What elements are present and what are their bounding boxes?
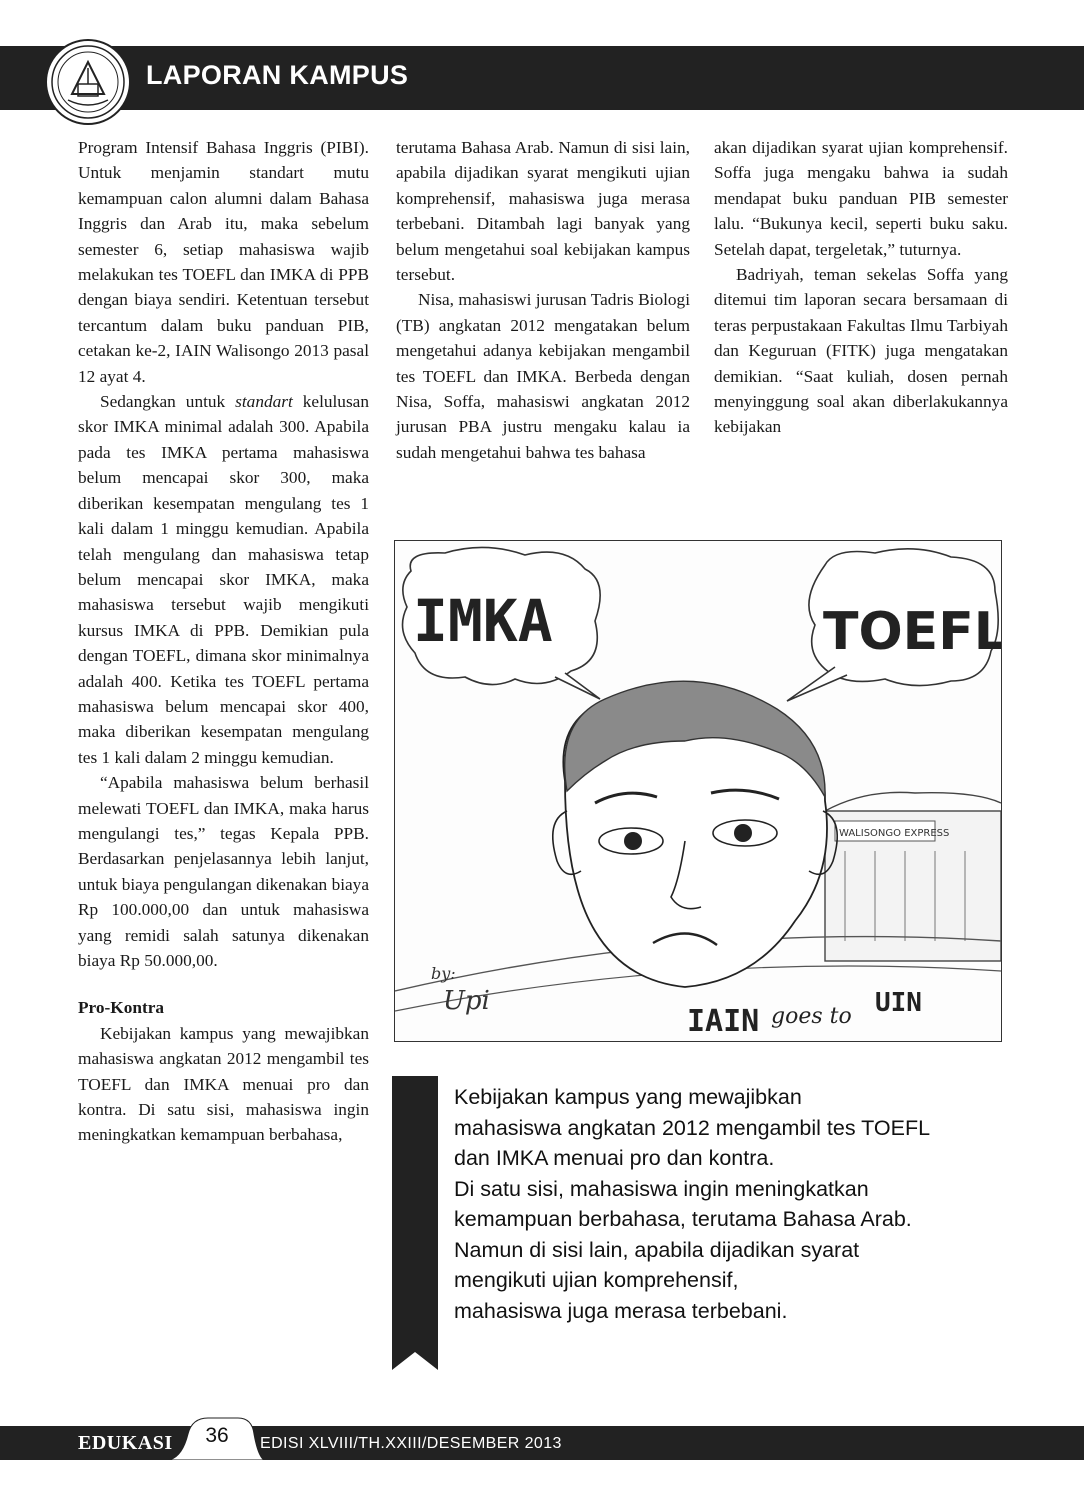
bubble-right-text: TOEFL: [823, 602, 1001, 662]
subheading: Pro-Kontra: [78, 998, 165, 1018]
article-column-1: [78, 135, 369, 1148]
section-title: LAPORAN KAMPUS: [146, 60, 409, 90]
article-column-2: [396, 135, 690, 465]
artist-signature: Upi: [443, 986, 490, 1016]
artist-signature-label: by:: [431, 964, 456, 983]
train-sign: WALISONGO EXPRESS: [839, 828, 950, 839]
bookmark-ribbon-icon: [392, 1076, 438, 1370]
cartoon-drawing: [395, 541, 1001, 1041]
bubble-left-text: IMKA: [413, 587, 553, 655]
pull-quote-line: mahasiswa juga merasa terbebani.: [454, 1298, 788, 1323]
paragraph: “Apabila mahasiswa belum berhasil melewati TOEFL dan IMKA, maka harus mengulangi tes,” tegas Kepala PPB. Berdasarkan penjelasannya lebih lanjut, untuk biaya pengulangan dikenakan biaya Rp 100.000,00 dan untuk mahasiswa yang remidi salah satunya dikenakan biaya Rp 50.000,00.: [78, 773, 369, 970]
pull-quote-line: Di satu sisi, mahasiswa ingin meningkatkan: [454, 1176, 869, 1201]
paragraph: Nisa, mahasiswi jurusan Tadris Biologi (TB) angkatan 2012 mengatakan belum mengetahui adanya kebijakan mengambil tes TOEFL dan IMKA. Berbeda dengan Nisa, Soffa, mahasiswi angkatan 2012 jurusan PBA justru mengaku kalau ia sudah mengetahui bahwa tes bahasa: [396, 290, 690, 462]
pull-quote-line: mahasiswa angkatan 2012 mengambil tes TOEFL: [454, 1115, 931, 1140]
magazine-name: EDUKASI: [78, 1432, 173, 1454]
page-number: 36: [205, 1424, 229, 1447]
paragraph: Kebijakan kampus yang mewajibkan mahasiswa angkatan 2012 mengambil tes TOEFL dan IMKA menuai pro dan kontra. Di satu sisi, mahasiswa ingin meningkatkan kemampuan berbahasa,: [78, 1023, 369, 1145]
paragraph: akan dijadikan syarat ujian komprehensif. Soffa juga mengaku bahwa ia sudah mendapat buku panduan PIB semester lalu. “Bukunya kecil, seperti buku saku. Setelah dapat, tergeletak,” tuturnya.: [714, 138, 1008, 259]
pull-quote-line: Kebijakan kampus yang mewajibkan: [454, 1085, 802, 1109]
edition-info: EDISI XLVIII/TH.XXIII/DESEMBER 2013: [260, 1435, 562, 1452]
pull-quote-line: Namun di sisi lain, apabila dijadikan syarat: [454, 1237, 860, 1262]
institution-seal-icon: [44, 38, 132, 126]
pull-quote-line: mengikuti ujian komprehensif,: [454, 1268, 739, 1292]
article-column-3: [714, 135, 1008, 440]
paragraph: Sedangkan untuk standart kelulusan skor IMKA minimal adalah 300. Apabila pada tes IMKA pertama mahasiswa belum mencapai skor 300, maka diberikan kesempatan mengulang tes 1 kali dalam 1 minggu kemudian. Apabila telah mengulang dan mahasiswa tetap belum mencapai skor IMKA, maka mahasiswa tersebut wajib mengikuti kursus IMKA di PPB. Demikian pula dengan TOEFL, dimana skor minimalnya adalah 400. Ketika tes TOEFL pertama mahasiswa belum mencapai skor 400, maka diberikan kesempatan mengulang tes 1 kali dalam 2 minggu kemudian.: [78, 392, 369, 767]
pull-quote-line: kemampuan berbahasa, terutama Bahasa Arab.: [454, 1207, 912, 1231]
pull-quote: [454, 1082, 1014, 1326]
paragraph: terutama Bahasa Arab. Namun di sisi lain, apabila dijadikan syarat mengikuti ujian komprehensif, mahasiswa juga merasa terbebani. Ditambah lagi banyak yang belum mengetahui soal kebijakan kampus tersebut.: [396, 138, 690, 285]
paragraph: Program Intensif Bahasa Inggris (PIBI). Untuk menjamin standart mutu kemampuan calon alumni dalam Bahasa Inggris dan Arab itu, maka sebelum semester 6, setiap mahasiswa wajib melakukan tes TOEFL dan IMKA di PPB dengan biaya sendiri. Ketentuan tersebut tercantum dalam buku panduan PIB, cetakan ke-2, IAIN Walisongo 2013 pasal 12 ayat 4.: [78, 138, 369, 386]
caption-part-c: UIN: [875, 988, 922, 1018]
emphasis: standart: [235, 392, 293, 412]
paragraph: Badriyah, teman sekelas Soffa yang ditemui tim laporan secara bersamaan di teras perpustakaan Fakultas Ilmu Tarbiyah dan Keguruan (FITK) juga mengatakan demikian. “Saat kuliah, dosen pernah menyinggung soal akan diberlakukannya kebijakan: [714, 265, 1008, 437]
caption-part-a: IAIN: [687, 1004, 760, 1039]
pull-quote-line: dan IMKA menuai pro dan kontra.: [454, 1146, 775, 1170]
cartoon-illustration: [394, 540, 1002, 1042]
caption-part-b: goes to: [771, 1004, 852, 1029]
